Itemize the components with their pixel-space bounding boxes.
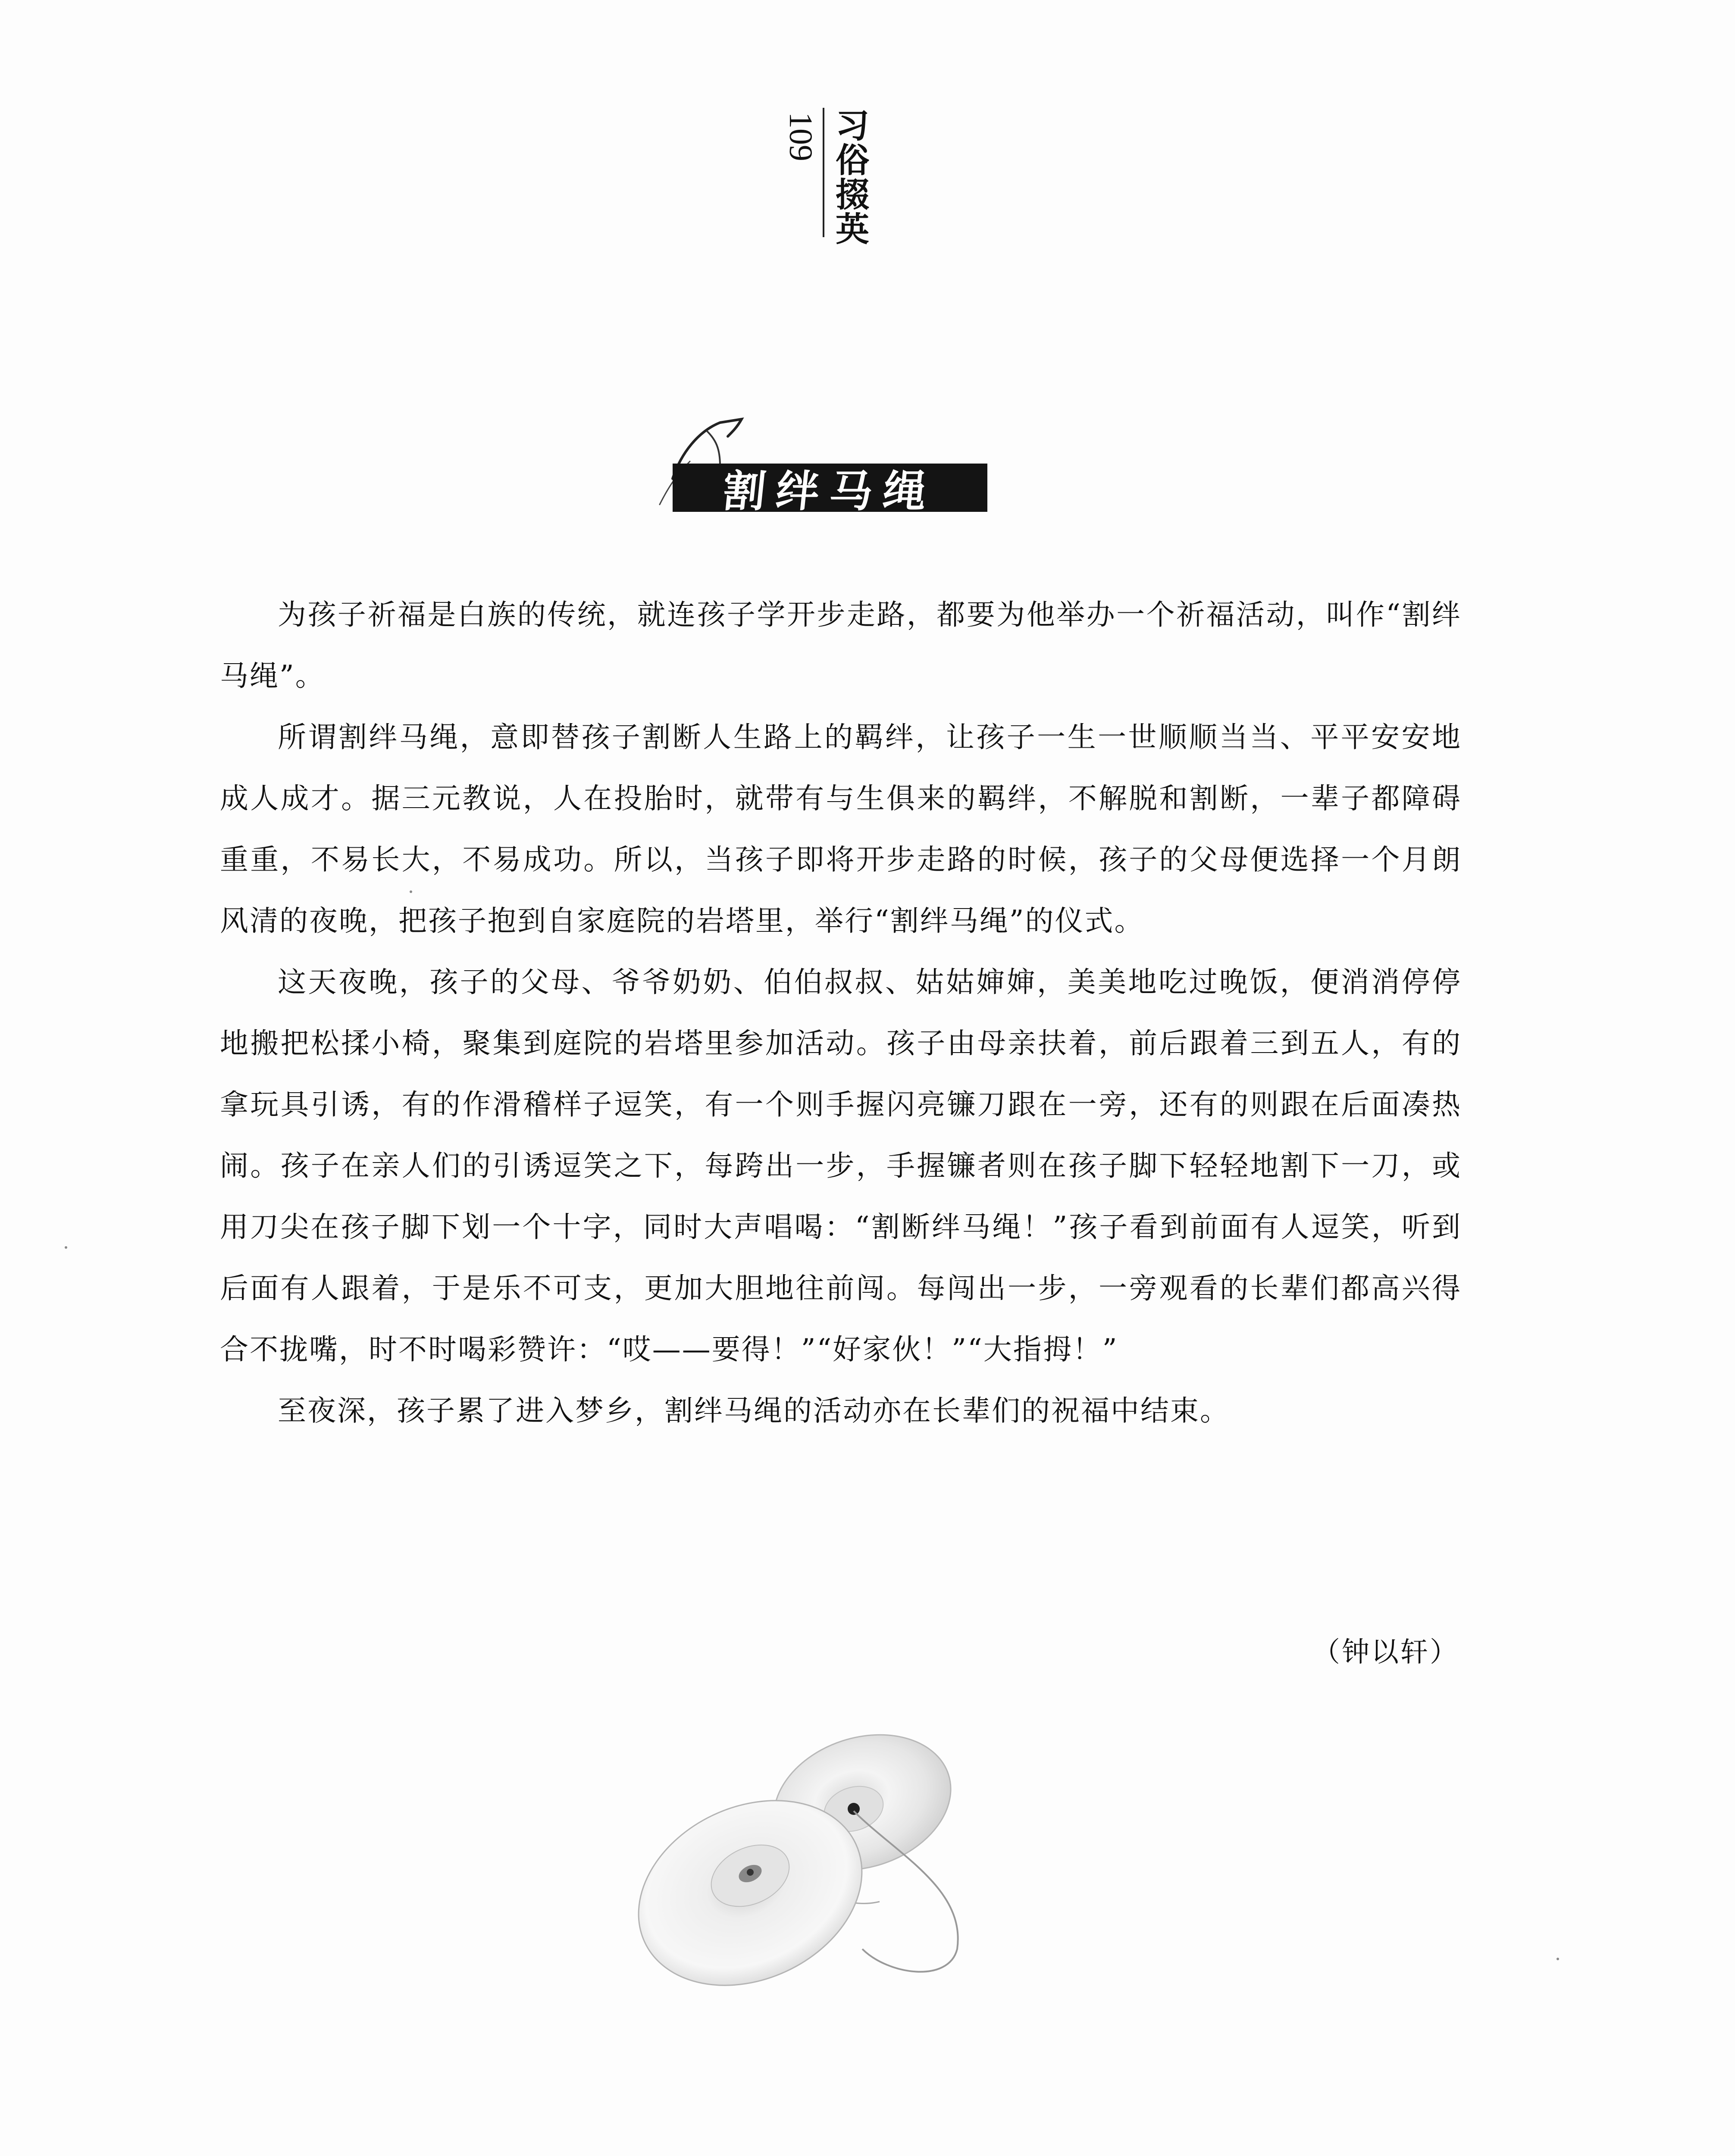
scan-speck <box>410 890 412 893</box>
section-name: 习俗掇英 <box>830 108 869 246</box>
paragraph: 这天夜晚，孩子的父母、爷爷奶奶、伯伯叔叔、姑姑婶婶，美美地吃过晚饭，便消消停停地搬把松揉小椅，聚集到庭院的岩塔里参加活动。孩子由母亲扶着，前后跟着三到五人，有的拿玩具引诱，有的作滑稽样子逗笑，有一个则手握闪亮镰刀跟在一旁，还有的则跟在后面凑热闹。孩子在亲人们的引诱逗笑之下，每跨出一步，手握镰者则在孩子脚下轻轻地割下一刀，或用刀尖在孩子脚下划一个十字，同时大声唱喝：“割断绊马绳！”孩子看到前面有人逗笑，听到后面有人跟着，于是乐不可支，更加大胆地往前闯。每闯出一步，一旁观看的长辈们都高兴得合不拢嘴，时不时喝彩赞许：“哎——要得！”“好家伙！”“大指拇！” <box>220 965 1462 1366</box>
paragraph: 为孩子祈福是白族的传统，就连孩子学开步走路，都要为他举办一个祈福活动，叫作“割绊马绳”。 <box>220 598 1462 693</box>
author-credit: （钟以轩） <box>1312 1636 1459 1668</box>
title-banner <box>673 464 987 517</box>
paragraph: 至夜深，孩子累了进入梦乡，割绊马绳的活动亦在长辈们的祝福中结束。 <box>278 1394 1230 1427</box>
paragraph: 所谓割绊马绳，意即替孩子割断人生路上的羁绊，让孩子一生一世顺顺当当、平平安安地成人成才。据三元教说，人在投胎时，就带有与生俱来的羁绊，不解脱和割断，一辈子都障碍重重，不易长大，不易成功。所以，当孩子即将开步走路的时候，孩子的父母便选择一个月朗风清的夜晚，把孩子抱到自家庭院的岩塔里，举行“割绊马绳”的仪式。 <box>220 721 1462 937</box>
article-title-block <box>655 414 1000 535</box>
article-body <box>220 584 1462 1442</box>
page-number: 109 <box>783 112 819 161</box>
article-title: 割绊马绳 <box>720 466 940 517</box>
scan-speck <box>1556 1958 1559 1960</box>
cymbals-illustration <box>621 1708 1018 2009</box>
header-divider <box>823 108 824 237</box>
running-header <box>776 108 880 250</box>
scan-speck <box>65 1246 67 1249</box>
